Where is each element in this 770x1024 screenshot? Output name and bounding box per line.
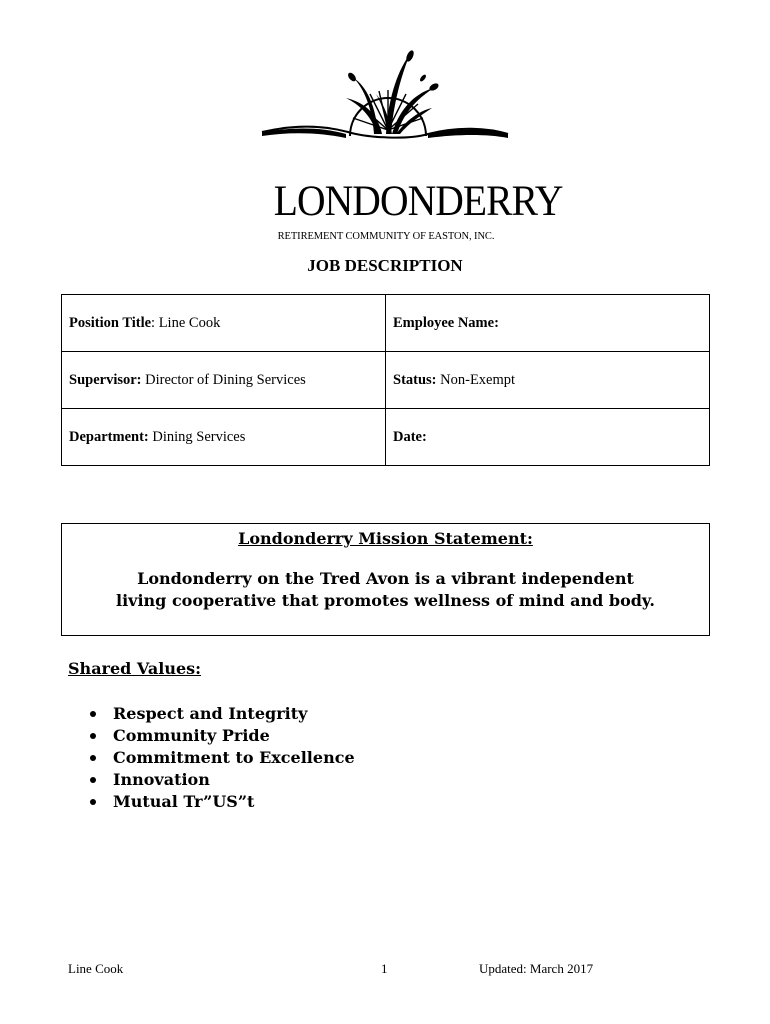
- list-item: Mutual Tr”US”t: [68, 791, 355, 813]
- londonderry-logo: [258, 48, 563, 242]
- position-title-sep: :: [151, 314, 156, 331]
- logo-subtitle: RETIREMENT COMMUNITY OF EASTON, INC.: [277, 231, 495, 242]
- date-cell: [386, 409, 710, 466]
- mission-line-2: living cooperative that promotes wellness of mind and body.: [116, 591, 655, 610]
- job-info-table: [61, 294, 710, 466]
- department-label: Department:: [69, 428, 149, 445]
- supervisor-value: Director of Dining Services: [141, 371, 306, 388]
- list-item: Commitment to Excellence: [68, 747, 355, 769]
- shared-values-list: [68, 703, 355, 813]
- mission-text: [62, 568, 709, 612]
- department-value: Dining Services: [148, 428, 246, 445]
- position-title-label: Position Title: [69, 314, 152, 331]
- status-label: Status:: [393, 371, 437, 388]
- status-value: Non-Exempt: [436, 371, 516, 388]
- footer-doc-name: Line Cook: [68, 961, 124, 976]
- document-title: JOB DESCRIPTION: [307, 256, 463, 275]
- mission-statement-box: [61, 523, 710, 636]
- mission-heading: Londonderry Mission Statement:: [238, 529, 533, 548]
- logo-wordmark: LONDONDERRY: [273, 178, 563, 225]
- list-item: Community Pride: [68, 725, 355, 747]
- supervisor-cell: [62, 352, 386, 409]
- table-row: [62, 352, 710, 409]
- shared-values-heading: Shared Values:: [68, 659, 202, 678]
- footer-updated: Updated: March 2017: [479, 961, 594, 976]
- table-row: [62, 295, 710, 352]
- footer-page-number: 1: [381, 961, 388, 976]
- date-label: Date:: [393, 428, 427, 445]
- status-cell: [386, 352, 710, 409]
- department-cell: [62, 409, 386, 466]
- position-title-value: Line Cook: [155, 314, 221, 331]
- table-row: [62, 409, 710, 466]
- list-item: Innovation: [68, 769, 355, 791]
- employee-name-cell: [386, 295, 710, 352]
- supervisor-label: Supervisor:: [69, 371, 142, 388]
- mission-line-1: Londonderry on the Tred Avon is a vibrant independent: [137, 569, 634, 588]
- list-item: Respect and Integrity: [68, 703, 355, 725]
- employee-name-label: Employee Name:: [393, 314, 499, 331]
- position-title-cell: [62, 295, 386, 352]
- marsh-grass-sun-icon: [258, 48, 512, 180]
